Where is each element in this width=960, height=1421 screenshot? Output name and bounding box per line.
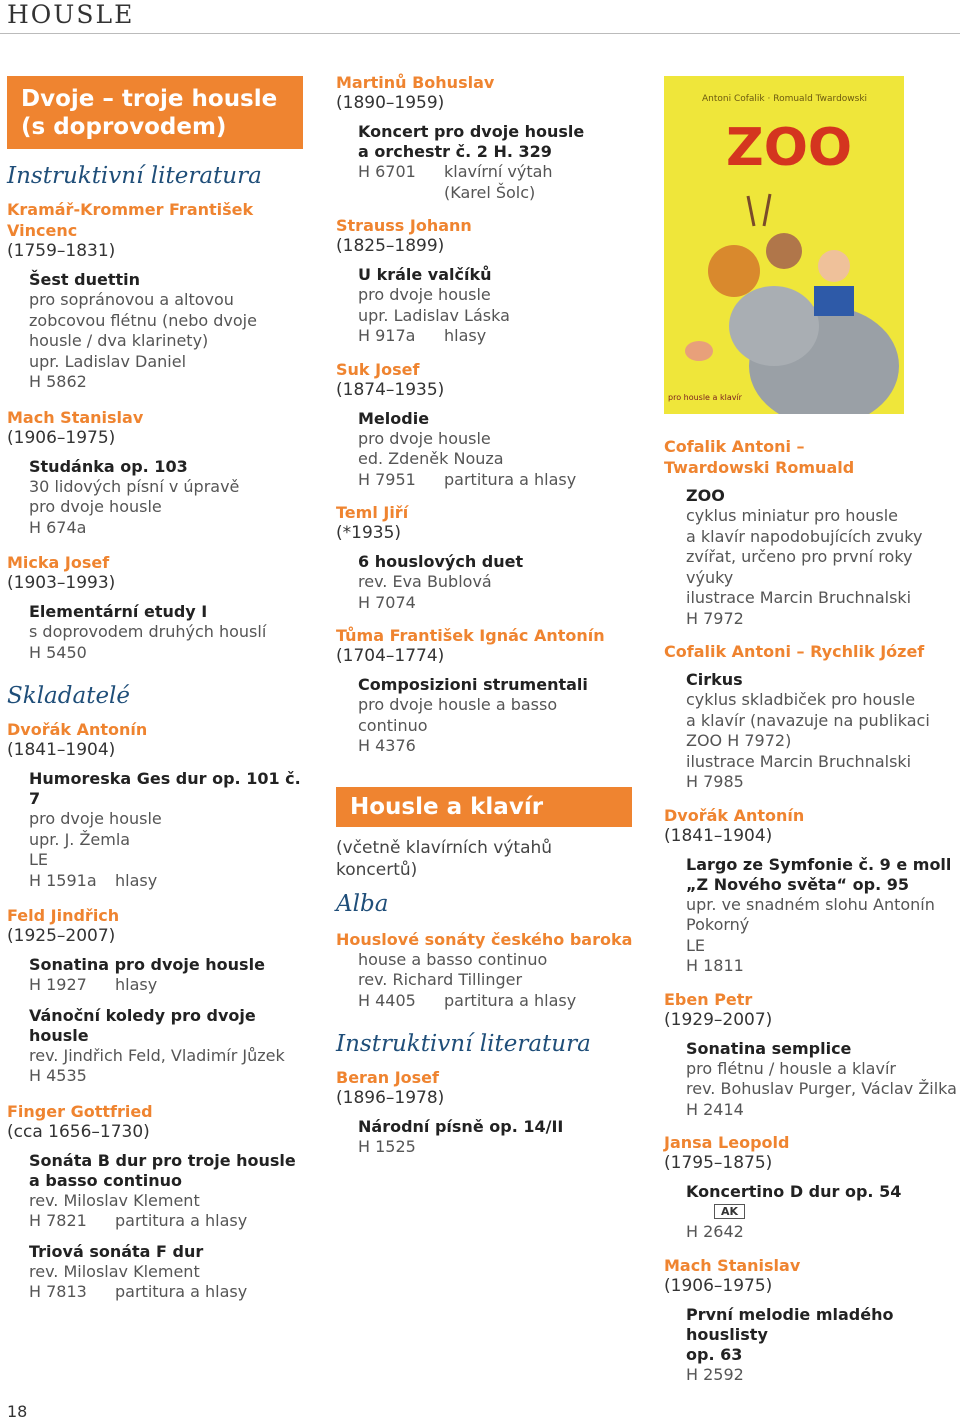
catalog-number: H 4376 — [358, 736, 416, 755]
work-title: Triová sonáta F dur — [29, 1241, 204, 1261]
author-dates: (1903–1993) — [7, 573, 116, 593]
edition-type: partitura a hlasy — [444, 990, 577, 1010]
page-header-title: HOUSLE — [7, 0, 135, 29]
author-entry — [664, 641, 960, 793]
author-name: Teml Jiří — [336, 503, 409, 522]
cover-footer: pro housle a klavír — [668, 393, 742, 402]
catalog-line — [29, 1282, 307, 1303]
work-detail: rev. Eva Bublová — [358, 572, 492, 591]
catalog-number: H 674a — [29, 517, 87, 537]
author-entry — [7, 407, 307, 539]
work-entry — [29, 1242, 307, 1303]
work-detail: pro flétnu / housle a klavír — [686, 1058, 896, 1078]
work-title: Národní písně op. 14/II — [358, 1117, 564, 1136]
work-entry — [686, 855, 960, 977]
work-detail: ilustrace Marcin Bruchnalski — [686, 751, 912, 771]
header-rule — [0, 33, 960, 34]
work-entry — [686, 1039, 960, 1121]
author-dates: (1795–1875) — [664, 1153, 773, 1173]
catalog-line — [29, 643, 307, 664]
work-title: Humoreska Ges dur op. 101 č. 7 — [29, 769, 301, 808]
catalog-line — [686, 772, 960, 793]
work-title: Melodie — [358, 408, 430, 428]
author-name: Martinů Bohuslav — [336, 73, 495, 92]
work-detail: s doprovodem druhých houslí — [29, 622, 267, 641]
section-heading-alba: Alba — [336, 890, 389, 917]
work-detail: upr. J. Žemla — [29, 829, 131, 849]
edition-type: partitura a hlasy — [444, 469, 577, 489]
edition-type: partitura a hlasy — [115, 1211, 248, 1230]
work-detail: LE — [29, 850, 49, 869]
work-detail: a klavír napodobujících zvuky — [686, 526, 923, 546]
catalog-line — [358, 1137, 636, 1158]
section-note: (včetně klavírních výtahů koncertů) — [336, 837, 553, 880]
catalog-line — [358, 593, 636, 614]
author-name: Micka Josef — [7, 553, 110, 572]
work-detail: upr. ve snadném slohu Antonín — [686, 894, 935, 914]
work-detail: pro dvoje housle — [358, 285, 491, 304]
author-entry — [7, 719, 307, 891]
catalog-line — [29, 1211, 307, 1232]
author-entry — [336, 502, 636, 613]
author-dates: (cca 1656–1730) — [7, 1121, 150, 1142]
work-entry — [358, 950, 636, 1012]
work-title: Vánoční koledy pro dvoje housle — [29, 1005, 256, 1045]
catalog-line — [358, 736, 636, 757]
work-entry — [358, 552, 636, 613]
author-dates: (1874–1935) — [336, 379, 445, 400]
author-dates: (1906–1975) — [664, 1275, 773, 1296]
work-detail: cyklus skladbiček pro housle — [686, 690, 916, 709]
work-detail: pro dvoje housle — [29, 497, 162, 516]
work-title: op. 63 — [686, 1344, 743, 1364]
work-entry — [358, 122, 636, 203]
catalog-line — [29, 871, 307, 892]
ak-badge: AK — [714, 1204, 745, 1219]
catalog-line — [358, 326, 636, 347]
work-entry — [29, 602, 307, 663]
work-detail: pro dvoje housle — [358, 428, 491, 448]
edition-type: hlasy — [115, 975, 158, 994]
edition-type-detail: (Karel Šolc) — [444, 182, 536, 202]
work-entry — [29, 457, 307, 539]
catalog-number: H 7985 — [686, 772, 744, 791]
work-entry — [358, 675, 636, 757]
work-entry — [358, 1117, 636, 1158]
section-heading-instruktivni: Instruktivní literatura — [7, 163, 262, 189]
edition-type: hlasy — [444, 326, 487, 345]
work-entry — [29, 270, 307, 393]
catalog-line — [686, 609, 960, 630]
author-entry — [336, 625, 636, 757]
work-title: U krále valčíků — [358, 265, 492, 284]
author-entry — [664, 1132, 960, 1243]
author-entry — [336, 359, 636, 491]
work-detail: pro dvoje housle a basso — [358, 695, 558, 714]
section-banner-housle-klavir: Housle a klavír — [336, 787, 632, 827]
author-name: Eben Petr — [664, 989, 753, 1009]
author-name: Mach Stanislav — [664, 1255, 801, 1275]
work-detail: upr. Ladislav Láska — [358, 305, 510, 325]
catalog-number: H 5862 — [29, 372, 87, 391]
author-entry — [336, 1067, 636, 1158]
author-entry — [336, 929, 636, 1012]
work-detail: 30 lidových písní v úpravě — [29, 476, 240, 496]
catalog-number: H 6701 — [358, 162, 416, 181]
work-title: Sonatina pro dvoje housle — [29, 955, 265, 974]
work-detail: pro sopránovou a altovou — [29, 290, 234, 309]
work-detail: upr. Ladislav Daniel — [29, 351, 187, 371]
catalog-line — [686, 1365, 960, 1386]
work-title — [686, 1182, 960, 1222]
author-dates: (1841–1904) — [7, 740, 116, 760]
author-name: Beran Josef — [336, 1068, 439, 1087]
page-number: 18 — [7, 1402, 28, 1421]
author-entry — [336, 72, 636, 203]
work-detail: rev. Richard Tillinger — [358, 970, 523, 989]
column-1 — [7, 72, 307, 1303]
work-title: Composizioni strumentali — [358, 675, 588, 694]
author-entry — [336, 215, 636, 347]
work-detail: cyklus miniatur pro housle — [686, 506, 898, 525]
catalog-number: H 4535 — [29, 1066, 87, 1085]
catalog-number: H 5450 — [29, 642, 87, 662]
catalog-number: H 4405 — [358, 990, 416, 1010]
author-dates: (1929–2007) — [664, 1009, 773, 1030]
author-name: Jansa Leopold — [664, 1133, 790, 1152]
author-dates: (1759–1831) — [7, 241, 116, 261]
work-title: 6 houslových duet — [358, 552, 524, 571]
catalog-number: H 2592 — [686, 1364, 744, 1384]
work-detail: výuky — [686, 567, 734, 587]
work-entry — [686, 1305, 960, 1386]
catalog-line — [358, 470, 636, 491]
edition-type: klavírní výtah — [444, 162, 553, 181]
author-dates: (*1935) — [336, 523, 402, 543]
work-detail: LE — [686, 935, 706, 955]
work-title: Koncert pro dvoje housle — [358, 122, 585, 141]
author-name: Dvořák Antonín — [7, 720, 148, 739]
catalog-number: H 7821 — [29, 1211, 87, 1230]
catalog-line — [29, 975, 307, 996]
work-title: Cirkus — [686, 670, 743, 689]
edition-type: partitura a hlasy — [115, 1282, 248, 1301]
work-entry — [29, 1006, 307, 1087]
author-entry — [7, 552, 307, 663]
catalog-line — [358, 991, 636, 1012]
catalog-number: H 1811 — [686, 956, 744, 975]
work-entry — [29, 1151, 307, 1232]
work-title: Sonáta B dur pro troje housle — [29, 1150, 296, 1170]
author-name: Dvořák Antonín — [664, 805, 805, 825]
work-title: První melodie mladého houslisty — [686, 1304, 894, 1344]
work-detail: continuo — [358, 715, 428, 735]
work-title: Sonatina semplice — [686, 1038, 852, 1058]
work-title: ZOO — [686, 486, 725, 505]
author-name: Finger Gottfried — [7, 1101, 153, 1121]
author-dates: (1841–1904) — [664, 825, 773, 846]
work-detail: rev. Miloslav Klement — [29, 1261, 200, 1281]
work-title: a basso continuo — [29, 1170, 182, 1190]
catalog-number: H 1525 — [358, 1137, 416, 1156]
work-title-text: Koncertino D dur op. 54 — [686, 1182, 902, 1201]
work-entry — [686, 1182, 960, 1243]
cover-authors: Antoni Cofalik · Romuald Twardowski — [702, 94, 868, 104]
work-detail: housle / dva klarinety) — [29, 331, 209, 350]
section-banner-dvoje-troje — [7, 76, 303, 149]
author-name: Feld Jindřich — [7, 906, 120, 925]
work-title: Šest duettin — [29, 270, 140, 289]
catalog-line — [686, 956, 960, 977]
cover-illustration — [664, 76, 904, 414]
catalog-line — [686, 1100, 960, 1121]
banner-line: (s doprovodem) — [21, 114, 227, 140]
work-detail: Pokorný — [686, 915, 750, 934]
author-name: Tůma František Ignác Antonín — [336, 626, 605, 645]
work-detail: zobcovou flétnu (nebo dvoje — [29, 310, 257, 330]
author-dates: (1825–1899) — [336, 236, 445, 256]
author-name: Mach Stanislav — [7, 407, 144, 427]
author-name: Kramář-Krommer František Vincenc — [7, 200, 254, 240]
work-detail: ilustrace Marcin Bruchnalski — [686, 588, 912, 607]
edition-type: hlasy — [115, 870, 158, 890]
work-detail: rev. Miloslav Klement — [29, 1190, 200, 1210]
work-detail: house a basso continuo — [358, 949, 548, 969]
work-entry — [358, 265, 636, 347]
column-2 — [336, 72, 636, 1158]
author-dates: (1896–1978) — [336, 1088, 445, 1108]
section-heading-instruktivni-2: Instruktivní literatura — [336, 1031, 591, 1057]
catalog-line — [358, 162, 636, 183]
author-name: Suk Josef — [336, 359, 420, 379]
work-entry — [686, 486, 960, 629]
author-name: Strauss Johann — [336, 216, 472, 235]
section-heading-skladatele: Skladatelé — [7, 683, 131, 709]
work-detail: zvířat, určeno pro první roky — [686, 547, 913, 566]
work-detail: ZOO H 7972) — [686, 731, 792, 750]
catalog-number: H 7074 — [358, 592, 416, 612]
catalog-number: H 7951 — [358, 469, 416, 489]
work-detail: a klavír (navazuje na publikaci — [686, 710, 930, 730]
catalog-number: H 2642 — [686, 1222, 744, 1241]
catalog-number: H 1591a — [29, 870, 97, 890]
author-name: Cofalik Antoni – Twardowski Romuald — [664, 437, 855, 477]
catalog-line — [686, 1222, 960, 1243]
author-dates: (1890–1959) — [336, 93, 445, 113]
catalog-line — [29, 372, 307, 393]
banner-line: Dvoje – troje housle — [21, 86, 278, 112]
author-entry — [7, 905, 307, 1087]
work-title: a orchestr č. 2 H. 329 — [358, 142, 552, 161]
cover-title: ZOO — [726, 118, 853, 178]
work-detail: rev. Jindřich Feld, Vladimír Jůzek — [29, 1045, 285, 1065]
work-detail: ed. Zdeněk Nouza — [358, 449, 504, 468]
work-title: Studánka op. 103 — [29, 456, 188, 476]
author-entry — [664, 805, 960, 977]
author-dates: (1925–2007) — [7, 926, 116, 946]
work-detail: rev. Bohuslav Purger, Václav Žilka — [686, 1079, 957, 1098]
catalog-number: H 917a — [358, 326, 416, 345]
work-title: „Z Nového světa“ op. 95 — [686, 874, 909, 894]
work-title: Elementární etudy I — [29, 602, 208, 621]
column-3 — [664, 436, 960, 1385]
author-entry — [664, 436, 960, 629]
catalog-number: H 7813 — [29, 1282, 87, 1301]
author-dates: (1906–1975) — [7, 427, 116, 448]
author-dates: (1704–1774) — [336, 646, 445, 666]
collection-name: Houslové sonáty českého baroka — [336, 929, 633, 949]
zoo-book-cover-image — [664, 76, 904, 414]
work-title: Largo ze Symfonie č. 9 e moll — [686, 854, 952, 874]
author-entry — [664, 1255, 960, 1386]
catalog-number: H 7972 — [686, 608, 744, 628]
catalog-number: H 2414 — [686, 1099, 744, 1119]
author-name: Cofalik Antoni – Rychlik Józef — [664, 642, 925, 661]
work-entry — [29, 955, 307, 996]
work-entry — [686, 670, 960, 793]
author-entry — [7, 1101, 307, 1303]
catalog-line — [29, 1066, 307, 1087]
catalog-number: H 1927 — [29, 975, 87, 994]
work-entry — [358, 409, 636, 491]
work-entry — [29, 769, 307, 891]
author-entry — [664, 989, 960, 1121]
work-detail: pro dvoje housle — [29, 809, 162, 828]
catalog-line — [29, 518, 307, 539]
author-entry — [7, 199, 307, 393]
